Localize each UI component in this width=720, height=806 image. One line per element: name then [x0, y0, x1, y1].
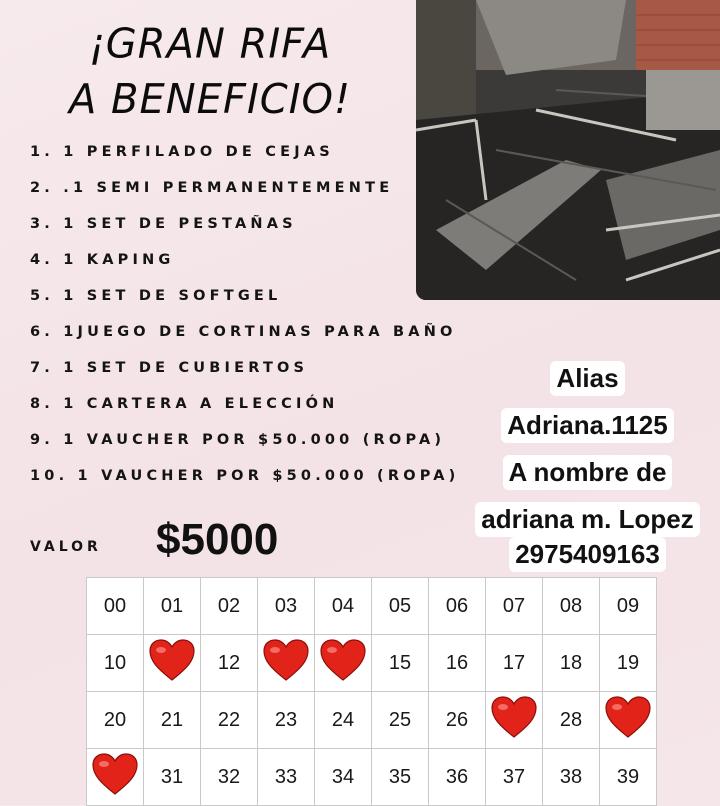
number-label: 10	[103, 651, 127, 674]
number-label: 36	[445, 765, 469, 788]
number-label: 28	[559, 708, 583, 731]
number-cell[interactable]	[543, 692, 600, 749]
number-cell[interactable]	[87, 692, 144, 749]
number-grid	[86, 577, 657, 806]
number-label: 15	[388, 651, 412, 674]
number-cell[interactable]	[87, 635, 144, 692]
number-label: 39	[616, 765, 640, 788]
title-line-1: ¡GRAN RIFA	[88, 21, 332, 68]
number-label: 21	[160, 708, 184, 731]
number-label: 08	[559, 594, 583, 617]
number-label: 23	[274, 708, 298, 731]
number-label: 00	[103, 594, 127, 617]
number-cell[interactable]	[486, 635, 543, 692]
number-label: 12	[217, 651, 241, 674]
number-label: 37	[502, 765, 526, 788]
number-cell-taken[interactable]	[486, 692, 543, 749]
number-cell[interactable]	[486, 749, 543, 806]
number-label: 03	[274, 594, 298, 617]
number-label: 04	[331, 594, 355, 617]
number-cell[interactable]	[201, 749, 258, 806]
number-cell[interactable]	[258, 692, 315, 749]
number-cell-taken[interactable]	[315, 635, 372, 692]
number-label: 32	[217, 765, 241, 788]
number-cell[interactable]	[144, 749, 201, 806]
number-cell[interactable]	[486, 578, 543, 635]
number-cell[interactable]	[144, 692, 201, 749]
price-label: VALOR	[30, 539, 102, 555]
number-cell-taken[interactable]	[600, 692, 657, 749]
number-label: 06	[445, 594, 469, 617]
heart-icon	[604, 695, 652, 745]
heart-icon	[148, 638, 196, 688]
price-value: $5000	[156, 515, 279, 564]
number-cell[interactable]	[543, 578, 600, 635]
number-label: 24	[331, 708, 355, 731]
number-label: 07	[502, 594, 526, 617]
number-label: 25	[388, 708, 412, 731]
number-cell-taken[interactable]	[87, 749, 144, 806]
number-cell[interactable]	[315, 578, 372, 635]
prize-item: 9. 1 VAUCHER POR $50.000 (ROPA)	[30, 432, 446, 448]
number-cell[interactable]	[372, 692, 429, 749]
number-label: 31	[160, 765, 184, 788]
heart-icon	[319, 638, 367, 688]
prize-item: 4. 1 KAPING	[30, 252, 175, 268]
raffle-title	[60, 17, 360, 127]
prize-item: 3. 1 SET DE PESTAÑAS	[30, 216, 297, 232]
number-cell[interactable]	[543, 635, 600, 692]
prize-item: 8. 1 CARTERA A ELECCIÓN	[30, 396, 339, 412]
number-cell[interactable]	[429, 578, 486, 635]
number-cell[interactable]	[87, 578, 144, 635]
number-label: 01	[160, 594, 184, 617]
heart-icon	[490, 695, 538, 745]
heart-icon	[91, 752, 139, 802]
number-label: 26	[445, 708, 469, 731]
number-label: 34	[331, 765, 355, 788]
number-label: 09	[616, 594, 640, 617]
prize-item: 10. 1 VAUCHER POR $50.000 (ROPA)	[30, 468, 460, 484]
number-label: 19	[616, 651, 640, 674]
number-label: 05	[388, 594, 412, 617]
number-cell[interactable]	[600, 749, 657, 806]
number-cell[interactable]	[429, 749, 486, 806]
holder-name: adriana m. Lopez	[475, 502, 699, 537]
number-label: 35	[388, 765, 412, 788]
prize-item: 6. 1JUEGO DE CORTINAS PARA BAÑO	[30, 324, 457, 340]
prize-item: 5. 1 SET DE SOFTGEL	[30, 288, 282, 304]
prize-item: 2. .1 SEMI PERMANENTEMENTE	[30, 180, 394, 196]
number-cell[interactable]	[543, 749, 600, 806]
number-cell[interactable]	[372, 749, 429, 806]
alias-label: Alias	[550, 361, 624, 396]
number-cell[interactable]	[600, 635, 657, 692]
prize-item: 1. 1 PERFILADO DE CEJAS	[30, 144, 334, 160]
number-cell[interactable]	[258, 749, 315, 806]
number-label: 20	[103, 708, 127, 731]
number-cell[interactable]	[201, 578, 258, 635]
number-label: 16	[445, 651, 469, 674]
number-cell[interactable]	[144, 578, 201, 635]
number-cell[interactable]	[315, 749, 372, 806]
number-label: 33	[274, 765, 298, 788]
number-cell[interactable]	[315, 692, 372, 749]
number-label: 22	[217, 708, 241, 731]
number-label: 38	[559, 765, 583, 788]
phone-number: 2975409163	[509, 537, 666, 572]
alias-value: Adriana.1125	[501, 408, 673, 443]
number-cell[interactable]	[600, 578, 657, 635]
number-cell[interactable]	[372, 635, 429, 692]
number-cell[interactable]	[372, 578, 429, 635]
holder-label: A nombre de	[503, 455, 673, 490]
number-label: 17	[502, 651, 526, 674]
number-cell-taken[interactable]	[144, 635, 201, 692]
number-cell[interactable]	[258, 578, 315, 635]
number-cell-taken[interactable]	[258, 635, 315, 692]
number-cell[interactable]	[201, 692, 258, 749]
title-line-2: A BENEFICIO!	[68, 76, 352, 123]
heart-icon	[262, 638, 310, 688]
prize-list	[30, 140, 459, 500]
number-cell[interactable]	[201, 635, 258, 692]
number-label: 02	[217, 594, 241, 617]
number-label: 18	[559, 651, 583, 674]
number-cell[interactable]	[429, 635, 486, 692]
prize-item: 7. 1 SET DE CUBIERTOS	[30, 360, 309, 376]
number-cell[interactable]	[429, 692, 486, 749]
payment-info	[470, 345, 705, 584]
burned-building-photo	[416, 0, 720, 300]
